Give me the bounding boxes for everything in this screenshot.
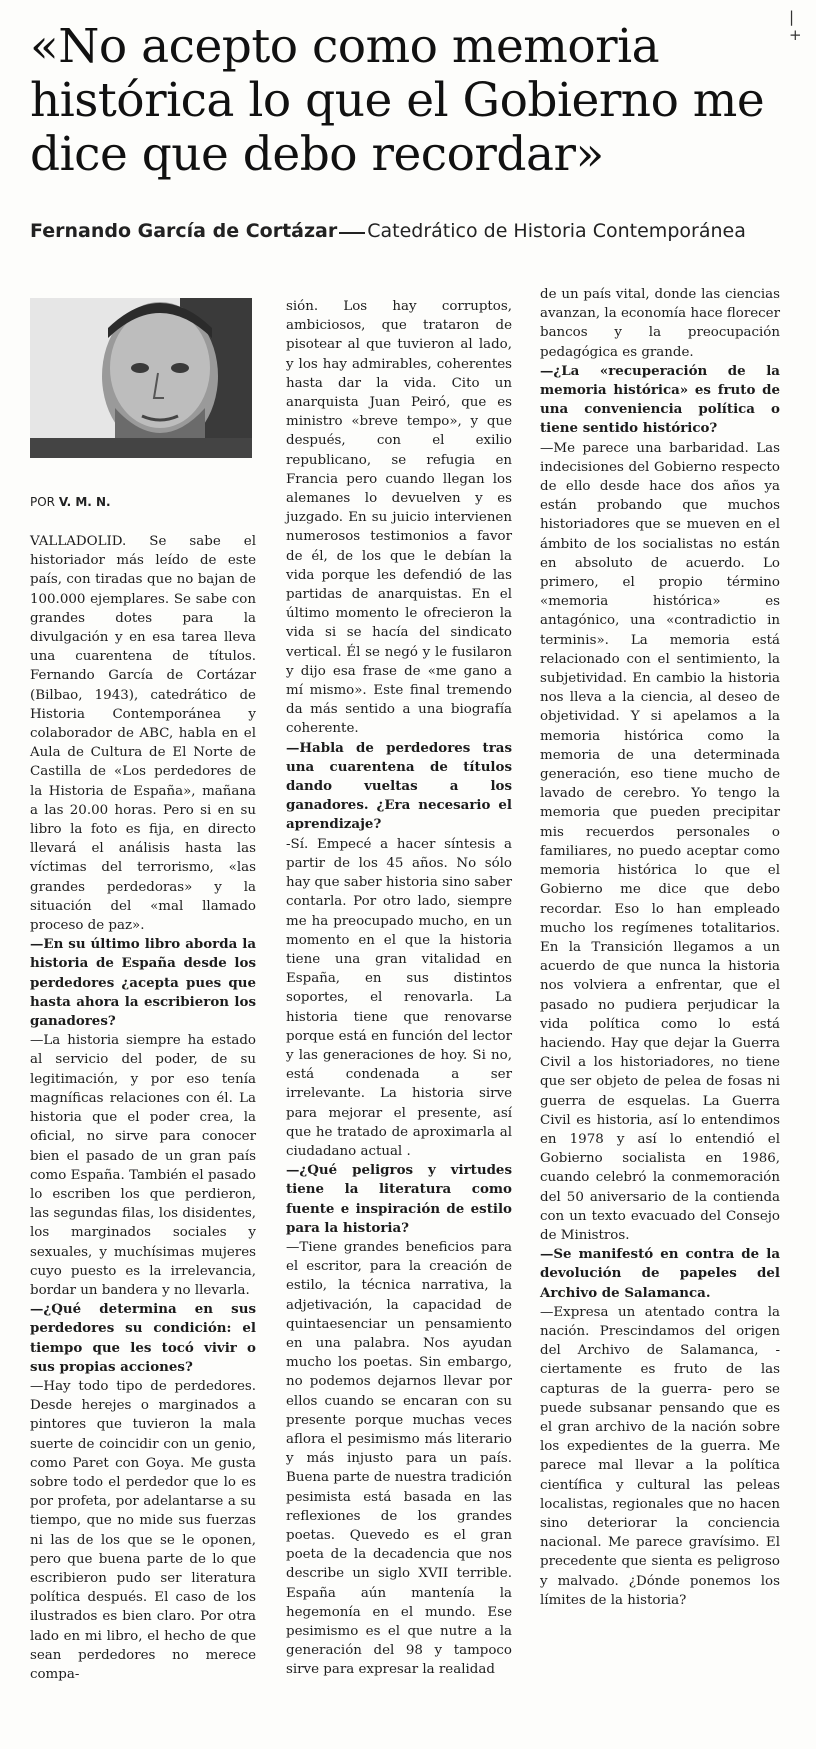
article-paragraph: -Sí. Empecé a hacer síntesis a partir de los 45 años. No sólo hay que saber historia sino saber contarla. Por otro lado, siempre me ha preocupado mucho, en un momento en el que la historia tiene una gran vitalidad en España, en sus distintos soportes, el renovarla. La historia tiene que renovarse porque está en función del lector y las generaciones de hoy. Si no, está condenada a ser irrelevante. La historia sirve para mejorar el presente, así que he tratado de aproximarla al ciudadano actual . — [286, 836, 512, 1159]
interview-question: —Habla de perdedores tras una cuarentena de títulos dando vueltas a los ganadores. ¿Era necesario el aprendizaje? — [286, 739, 512, 833]
article-paragraph: —Expresa un atentado contra la nación. Prescindamos del origen del Archivo de Salamanca, -ciertamente es fruto de las capturas de la guerra- pero se puede subsanar pensando que es el gran archivo de la nación sobre los expedientes de la guerra. Me parece mal llevar a la política científica y cultural las peleas localistas, regionales que no hacen sino deteriorar la conciencia nacional. Me parece gravísimo. El precedente que sienta es peligroso y malvado. ¿Dónde ponemos los límites de la historia? — [540, 1304, 780, 1608]
author-role: Catedrático de Historia Contemporánea — [367, 220, 746, 242]
interview-question: —Se manifestó en contra de la devolución de papeles del Archivo de Salamanca. — [540, 1246, 780, 1301]
credit-author: V. M. N. — [58, 495, 111, 509]
interview-question: —¿Qué determina en sus perdedores su condición: el tiempo que les tocó vivir o sus propias acciones? — [30, 1301, 256, 1375]
article-paragraph: —Me parece una barbaridad. Las indecisiones del Gobierno respecto de ello desde hace dos años ya están probando que muchos historiadores que se mueven en el ámbito de los socialistas no están en absoluto de acuerdo. Lo primero, el propio término «memoria histórica» es antagónico, una «contradictio in terminis». La memoria está relacionado con el sentimiento, la subjetividad. En cambio la historia nos lleva a la ciencia, al deseo de objetividad. Y si apelamos a la memoria histórica como la memoria de una determinada generación, eso tiene mucho de lavado de cerebro. Yo tengo la memoria que pueden precipitar mis recuerdos personales o familiares, no puedo aceptar como memoria histórica lo que el Gobierno me dice que debo recordar. Eso lo han empleado mucho los regímenes totalitarios. En la Transición llegamos a un acuerdo de que nunca la historia nos volviera a enfrentar, que el pasado no pudiera perjudicar la vida política como lo está haciendo. Hay que dejar la Guerra Civil a los historiadores, no tiene que ser objeto de pelea de fosas ni guerra de esquelas. La Guerra Civil es historia, así lo entendimos en 1978 y así lo entendió el Gobierno socialista en 1986, cuando celebró la conmemoración del 50 aniversario de la contienda con un texto evacuado del Consejo de Ministros. — [540, 440, 780, 1243]
byline-separator — [339, 232, 365, 234]
article-column-1 — [30, 532, 256, 1684]
article-paragraph: —Tiene grandes beneficios para el escritor, para la creación de estilo, la técnica narrativa, la adjetivación, la capacidad de quintaesenciar un pensamiento en una palabra. Nos ayudan mucho los poetas. Sin embargo, no podemos dejarnos llevar por ellos cuando se encaran con su presente porque muchas veces aflora el pesimismo más literario y más injusto para un país. Buena parte de nuestra tradición pesimista está basada en las reflexiones de los grandes poetas. Quevedo es el gran poeta de la decadencia que nos describe un siglo XVII terrible. España aún mantenía la hegemonía en el mundo. Ese pesimismo es el que nutre a la generación del 98 y tampoco sirve para expresar la realidad — [286, 1239, 512, 1678]
page-edge-mark: | + — [789, 8, 804, 44]
article-paragraph: —La historia siempre ha estado al servicio del poder, de su legitimación, y por eso tenía magníficas relaciones con él. La historia que el poder crea, la oficial, no sirve para conocer bien el pasado de un gran país como España. También el pasado lo escriben los que perdieron, las segundas filas, los disidentes, los marginados sociales y sexuales, y muchísimas mujeres cuyo puesto es la irrelevancia, bordar un bandera y no llevarla. — [30, 1033, 256, 1298]
article-paragraph: —Hay todo tipo de perdedores. Desde herejes o marginados a pintores que tuvieron la mala suerte de coincidir con un genio, como Paret con Goya. Me gusta sobre todo el perdedor que lo es por profeta, por adelantarse a su tiempo, que no mide sus fuerzas ni las de los que se le oponen, pero que buena parte de lo que escribieron pudo ser literatura política después. El caso de los ilustrados es bien claro. Por otra lado en mi libro, el hecho de que sean perdedores no merece compa- — [30, 1378, 256, 1682]
byline — [30, 220, 790, 242]
credit-prefix: POR — [30, 495, 56, 509]
author-name: Fernando García de Cortázar — [30, 220, 338, 242]
interview-question: —¿La «recuperación de la memoria histórica» es fruto de una conveniencia política o tiene sentido histórico? — [540, 362, 780, 437]
portrait-icon — [30, 298, 252, 458]
article-column-3 — [540, 285, 780, 1610]
interview-question: —En su último libro aborda la historia de España desde los perdedores ¿acepta pues que hasta ahora la escribieron los ganadores? — [30, 936, 256, 1030]
headline: «No acepto como memoria histórica lo que el Gobierno me dice que debo recordar» — [30, 19, 765, 182]
article-paragraph: sión. Los hay corruptos, ambiciosos, que trataron de pisotear al que tuvieron al lado, y los hay admirables, coherentes hasta dar la vida. Cito un anarquista Juan Peiró, que es ministro «breve tempo», y que después, con el exilio republicano, se refugia en Francia pero cuando llegan los alemanes lo devuelven y es juzgado. En su juicio intervienen numerosos testimonios a favor de él, de los que le debían la vida porque les defendió de las partidas de anarquistas. En el último momento le ofrecieron la vida si se hacía del sindicato vertical. Él se negó y le fusilaron y dijo esa frase de «me gano a mí mismo». Este final tremendo da más sentido a una biografía coherente. — [286, 299, 512, 737]
portrait-photo — [30, 298, 252, 458]
article-paragraph: de un país vital, donde las ciencias avanzan, la economía hace florecer bancos y la preocupación pedagógica es grande. — [540, 287, 780, 360]
article-paragraph: VALLADOLID. Se sabe el historiador más leído de este país, con tiradas que no bajan de 100.000 ejemplares. Se sabe con grandes dotes para la divulgación y en esa tarea lleva una cuarentena de títulos. Fernando García de Cortázar (Bilbao, 1943), catedrático de Historia Contemporánea y colaborador de ABC, habla en el Aula de Cultura de El Norte de Castilla de «Los perdedores de la Historia de España», mañana a las 20.00 horas. Pero si en su libro la foto es fija, en directo llevará el análisis hasta las víctimas del terrorismo, «las grandes perdedoras» y la situación del «mal llamado proceso de paz». — [30, 534, 256, 934]
credit-line — [30, 495, 111, 509]
article-column-2 — [286, 297, 512, 1680]
interview-question: —¿Qué peligros y virtudes tiene la literatura como fuente e inspiración de estilo para la historia? — [286, 1162, 512, 1236]
